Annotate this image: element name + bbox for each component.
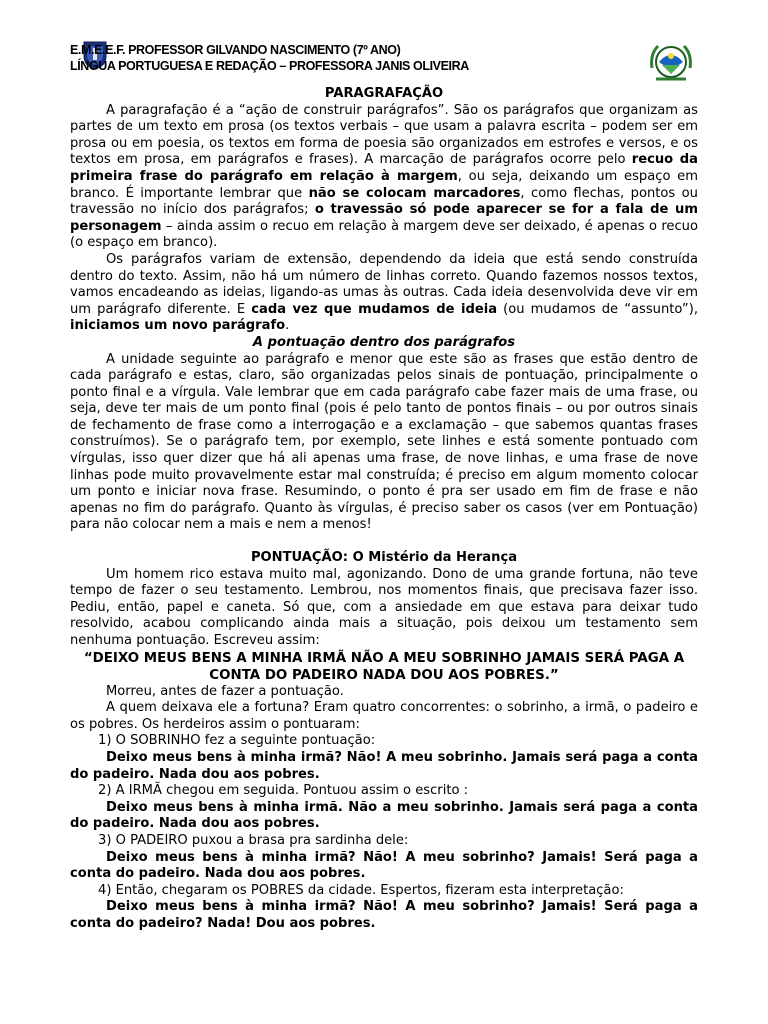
crest-logo-right — [646, 38, 696, 88]
paragraph-intro: A paragrafação é a “ação de construir parágrafos”. São os parágrafos que organizam as partes de um texto em prosa (os textos verbais – que usam a palavra escrita – podem ser em prosa ou em poesia, os textos em forma de poesia são organizados em estrofes e versos, e os textos em prosa, em parágrafos e frases). A marcação de parágrafos ocorre pelo recuo da primeira frase do parágrafo em relação à margem, ou seja, deixando um espaço em branco. É importante lembrar que não se colocam marcadores, como flechas, pontos ou travessão no início dos parágrafos; o travessão só pode aparecer se for a fala de um personagem – ainda assim o recuo em relação à margem deve ser deixado, é apenas o recuo (o espaço em branco). — [70, 102, 699, 251]
version-label-3: 3) O PADEIRO puxou a brasa pra sardinha dele: — [98, 832, 409, 848]
version-text-4: Deixo meus bens à minha irmã? Não! A meu sobrinho? Jamais! Será paga a conta do padeiro? Nada! Dou aos pobres. — [70, 899, 698, 931]
story-died: Morreu, antes de fazer a pontuação. — [106, 683, 344, 699]
school-name: E.M.E.E.F. PROFESSOR GILVANDO NASCIMENTO (7º ANO) — [70, 43, 401, 57]
version-label-4: 4) Então, chegaram os POBRES da cidade. Espertos, fizeram esta interpretação: — [98, 882, 624, 898]
main-content — [70, 86, 698, 933]
version-label-2: 2) A IRMÃ chegou em seguida. Pontuou assim o escrito : — [98, 783, 469, 799]
paragraph-extension: Os parágrafos variam de extensão, dependendo da ideia que está sendo construída dentro do texto. Assim, não há um número de linhas correto. Quando fazemos nossos textos, vamos encadeando as ideias, ligando-as umas às outras. Cada ideia desenvolvida deve vir em um parágrafo diferente. E cada vez que mudamos de ideia (ou mudamos de “assunto”), iniciamos um novo parágrafo. — [70, 251, 698, 334]
story-intro: Um homem rico estava muito mal, agonizando. Dono de uma grande fortuna, não teve tempo de fazer o seu testamento. Lembrou, nos momentos finais, que precisava fazer isso. Pediu, então, papel e caneta. Só que, com a ansiedade em que estava para deixar tudo resolvido, acabou complicando ainda mais a situação, pois deixou um testamento sem nenhuma pontuação. Escreveu assim: — [70, 566, 698, 648]
paragraph-punctuation: A unidade seguinte ao parágrafo e menor que este são as frases que estão dentro de cada parágrafo e estas, claro, são organizadas pelos sinais de pontuação, principalmente o ponto final e a vírgula. Vale lembrar que em cada parágrafo cabe fazer mais de uma frase, ou seja, deve ter mais de um ponto final (pois é pelo tanto de pontos finais – ou por outros sinais de fechamento de frase como a interrogação e a exclamação – que sabemos quantas frases construímos). Se o parágrafo tem, por exemplo, sete linhes e está somente pontuado com vírgulas, isso quer dizer que há ali apenas uma frase, de nove linhas, e uma frase de nove linhas pode muito provavelmente estar mal construída; é preciso em algum momento colocar um ponto e iniciar nova frase. Resumindo, o ponto é pra ser usado em fim de frase e não apenas no fim do parágrafo. Quanto às vírgulas, é preciso saber os casos (ver em Pontuação) para não colocar nem a mais e nem a menos! — [70, 351, 698, 533]
story-title: PONTUAÇÃO: O Mistério da Herança — [250, 550, 518, 566]
document-header — [70, 42, 630, 76]
story-question: A quem deixava ele a fortuna? Eram quatro concorrentes: o sobrinho, a irmã, o padeiro e os pobres. Os herdeiros assim o pontuaram: — [70, 700, 698, 732]
version-text-3: Deixo meus bens à minha irmã? Não! A meu sobrinho? Jamais! Será paga a conta do padeiro. Nada dou aos pobres. — [70, 849, 698, 882]
version-label-1: 1) O SOBRINHO fez a seguinte pontuação: — [98, 733, 376, 749]
version-text-2: Deixo meus bens à minha irmã. Não a meu sobrinho. Jamais será paga a conta do padeiro. Nada dou aos pobres. — [70, 799, 698, 832]
course-and-teacher: LÍNGUA PORTUGUESA E REDAÇÃO – PROFESSORA JANIS OLIVEIRA — [70, 59, 469, 73]
version-text-1: Deixo meus bens à minha irmã? Não! A meu sobrinho. Jamais será paga a conta do padeiro. Nada dou aos pobres. — [70, 749, 698, 782]
section-subtitle: A pontuação dentro dos parágrafos — [252, 334, 516, 350]
page-title: PARAGRAFAÇÃO — [324, 86, 444, 101]
testament-quote: “DEIXO MEUS BENS A MINHA IRMÃ NÃO A MEU SOBRINHO JAMAIS SERÁ PAGA A CONTA DO PADEIRO NADA DOU AOS POBRES.” — [83, 650, 685, 683]
